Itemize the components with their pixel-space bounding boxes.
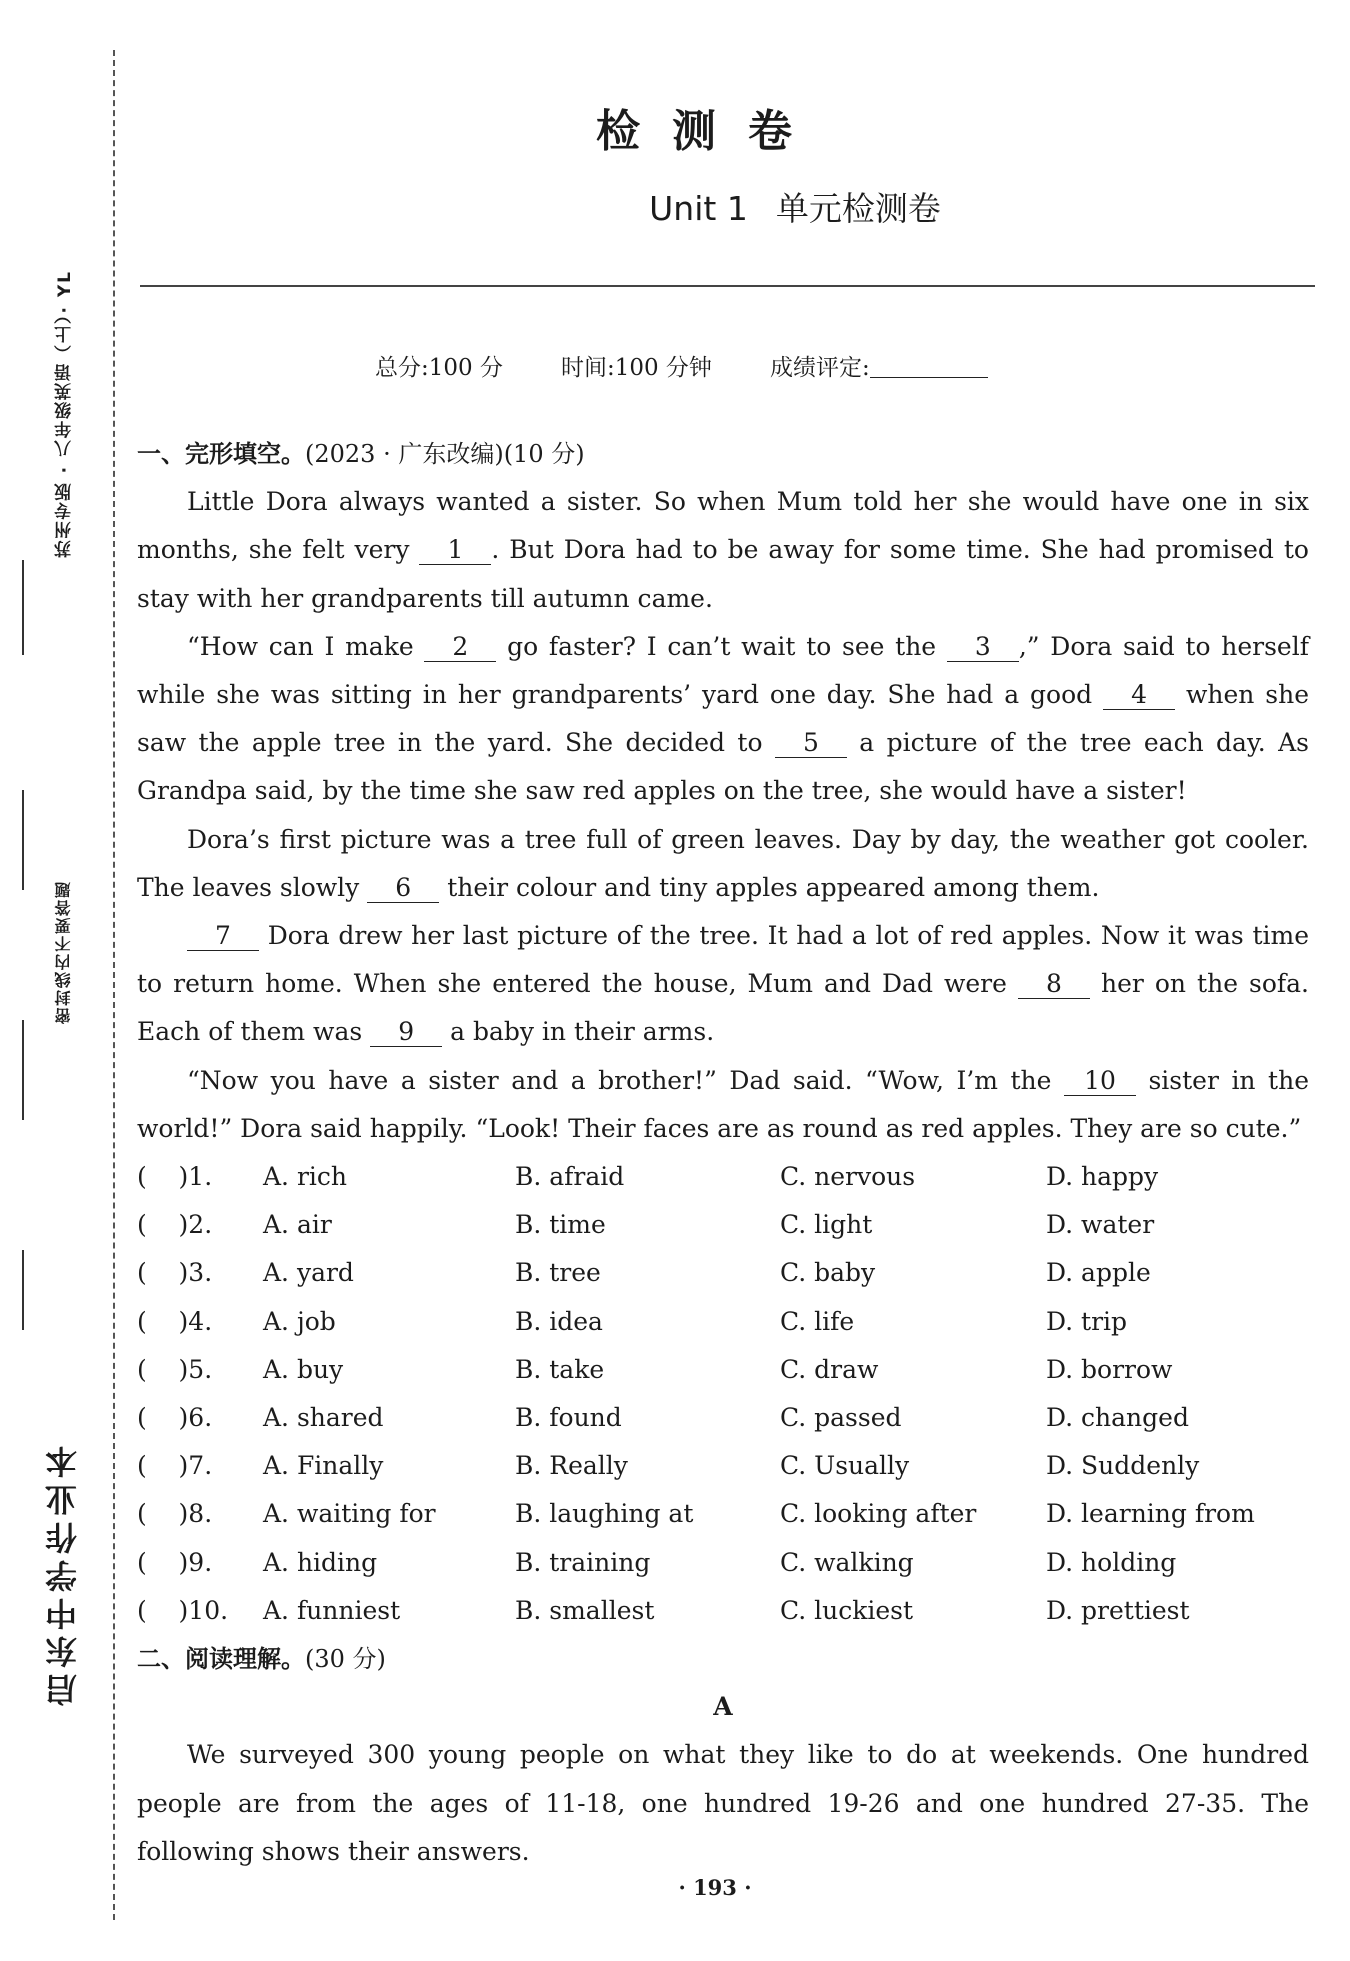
option-a[interactable]: A. funniest [263, 1595, 401, 1625]
question-number[interactable]: ( )2. [137, 1210, 213, 1240]
option-a[interactable]: A. Finally [263, 1451, 384, 1481]
unit-label: Unit 1 [649, 189, 748, 228]
passage-paragraph [137, 816, 1309, 912]
question-row [137, 1394, 1309, 1442]
passage-text: a baby in their arms. [442, 1017, 715, 1047]
grade-blank[interactable] [870, 377, 988, 378]
score-line [375, 349, 988, 382]
margin-rule-low [22, 1020, 24, 1120]
option-a[interactable]: A. job [263, 1306, 336, 1336]
section-cloze-meta: (2023 · 广东改编)(10 分) [305, 440, 585, 468]
option-a[interactable]: A. waiting for [263, 1499, 436, 1529]
section-reading-heading: 二、阅读理解。 [137, 1644, 305, 1673]
question-row [137, 1153, 1309, 1201]
seal-line-text: 密封线内不要答题 [54, 880, 73, 1024]
passage-paragraph [137, 1057, 1309, 1153]
option-d[interactable]: D. prettiest [1046, 1595, 1190, 1625]
blank-4[interactable]: 4 [1103, 681, 1175, 710]
option-d[interactable]: D. happy [1046, 1162, 1159, 1192]
question-row [137, 1298, 1309, 1346]
option-d[interactable]: D. holding [1046, 1547, 1177, 1577]
passage-text: . But Dora had to be away for some time. She had promised to stay with her grandparents till autumn came. [137, 535, 1309, 613]
blank-6[interactable]: 6 [367, 874, 439, 903]
question-row [137, 1346, 1309, 1394]
option-b[interactable]: B. take [515, 1354, 605, 1384]
time-limit: 时间:100 分钟 [560, 355, 712, 381]
option-c[interactable]: C. light [780, 1210, 873, 1240]
option-d[interactable]: D. apple [1046, 1258, 1151, 1288]
question-row [137, 1442, 1309, 1490]
total-score: 总分:100 分 [375, 355, 503, 381]
page-number: · 193 · [678, 1875, 752, 1900]
section-reading-title [137, 1635, 1309, 1683]
blank-3[interactable]: 3 [947, 633, 1019, 662]
option-a[interactable]: A. yard [263, 1258, 354, 1288]
option-d[interactable]: D. learning from [1046, 1499, 1255, 1529]
option-b[interactable]: B. smallest [515, 1595, 655, 1625]
unit-test-label: 单元检测卷 [775, 189, 941, 228]
blank-9[interactable]: 9 [370, 1018, 442, 1047]
option-c[interactable]: C. walking [780, 1547, 914, 1577]
option-d[interactable]: D. trip [1046, 1306, 1128, 1336]
question-number[interactable]: ( )8. [137, 1499, 213, 1529]
option-a[interactable]: A. shared [263, 1402, 384, 1432]
option-d[interactable]: D. water [1046, 1210, 1155, 1240]
option-c[interactable]: C. baby [780, 1258, 876, 1288]
question-number[interactable]: ( )3. [137, 1258, 213, 1288]
option-b[interactable]: B. Really [515, 1451, 628, 1481]
passage-text: when she saw the apple tree in the yard. She decided to [137, 680, 1309, 758]
option-b[interactable]: B. afraid [515, 1162, 625, 1192]
book-caption: 苏州专版 · 八年级英语（上）· YL [55, 270, 75, 558]
question-number[interactable]: ( )4. [137, 1306, 213, 1336]
question-row [137, 1490, 1309, 1538]
option-c[interactable]: C. life [780, 1306, 855, 1336]
passage-text: Dora drew her last picture of the tree. It had a lot of red apples. Now it was time to return home. When she entered the house, Mum and Dad were [137, 921, 1309, 999]
option-c[interactable]: C. nervous [780, 1162, 916, 1192]
option-b[interactable]: B. tree [515, 1258, 601, 1288]
margin-rule-top [22, 560, 24, 655]
section-reading-meta: (30 分) [305, 1644, 386, 1673]
question-row [137, 1587, 1309, 1635]
passage-text: Dora’s first picture was a tree full of green leaves. Day by day, the weather got cooler. The leaves slowly [137, 824, 1309, 902]
option-c[interactable]: C. looking after [780, 1499, 977, 1529]
margin-rule-bottom [22, 1250, 24, 1330]
unit-title [0, 183, 1350, 230]
option-a[interactable]: A. rich [263, 1162, 347, 1192]
passage-text: go faster? I can’t wait to see the [496, 631, 947, 661]
passage-text: “How can I make [187, 631, 425, 661]
passage-text: Little Dora always wanted a sister. So when Mum told her she would have one in six months, she felt very [137, 487, 1309, 565]
passage-paragraph [137, 623, 1309, 816]
margin-rule-mid [22, 790, 24, 890]
option-c[interactable]: C. passed [780, 1402, 902, 1432]
question-number[interactable]: ( )6. [137, 1402, 213, 1432]
cloze-options [137, 1153, 1309, 1635]
blank-8[interactable]: 8 [1018, 970, 1090, 999]
grade-label: 成绩评定: [769, 355, 870, 381]
option-a[interactable]: A. hiding [263, 1547, 378, 1577]
blank-10[interactable]: 10 [1064, 1067, 1136, 1096]
question-number[interactable]: ( )7. [137, 1451, 213, 1481]
option-a[interactable]: A. buy [263, 1354, 344, 1384]
option-d[interactable]: D. borrow [1046, 1354, 1173, 1384]
option-c[interactable]: C. luckiest [780, 1595, 914, 1625]
option-d[interactable]: D. Suddenly [1046, 1451, 1200, 1481]
question-row [137, 1249, 1309, 1297]
school-name: 启东中学作业本 [44, 1440, 82, 1706]
option-b[interactable]: B. training [515, 1547, 651, 1577]
option-d[interactable]: D. changed [1046, 1402, 1189, 1432]
option-c[interactable]: C. draw [780, 1354, 879, 1384]
cloze-passage [137, 478, 1309, 1153]
section-cloze-heading: 一、完形填空。 [137, 440, 305, 468]
question-number[interactable]: ( )10. [137, 1595, 229, 1625]
passage-text: “Now you have a sister and a brother!” Dad said. “Wow, I’m the [187, 1065, 1064, 1095]
passage-text: ,” Dora said to herself while she was sitting in her grandparents’ yard one day. She had a good [137, 631, 1309, 710]
blank-1[interactable]: 1 [419, 536, 491, 565]
passage-paragraph [137, 478, 1309, 623]
passage-letter: A [713, 1692, 733, 1722]
reading-passage: We surveyed 300 young people on what they like to do at weekends. One hundred people are from the ages of 11-18, one hundred 19-26 and one hundred 27-35. The following shows their answers. [137, 1740, 1309, 1866]
option-c[interactable]: C. Usually [780, 1451, 910, 1481]
option-a[interactable]: A. air [263, 1210, 332, 1240]
blank-5[interactable]: 5 [775, 729, 847, 758]
question-row [137, 1539, 1309, 1587]
page-title: 检测卷 [596, 106, 824, 157]
question-number[interactable]: ( )9. [137, 1547, 213, 1577]
option-b[interactable]: B. idea [515, 1306, 603, 1336]
blank-7[interactable]: 7 [187, 922, 259, 951]
passage-text: sister in the world!” Dora said happily. “Look! Their faces are as round as red apples. They are so cute.” [137, 1065, 1309, 1143]
exam-content [137, 430, 1309, 1876]
passage-text: her on the sofa. Each of them was [137, 969, 1310, 1047]
question-number[interactable]: ( )5. [137, 1354, 213, 1384]
option-b[interactable]: B. found [515, 1402, 622, 1432]
seal-dashed-line [113, 50, 115, 1920]
option-b[interactable]: B. time [515, 1210, 606, 1240]
header-divider [140, 285, 1315, 287]
option-b[interactable]: B. laughing at [515, 1499, 694, 1529]
section-cloze-title [137, 430, 1309, 478]
question-row [137, 1201, 1309, 1249]
blank-2[interactable]: 2 [424, 633, 496, 662]
passage-paragraph [137, 912, 1309, 1057]
question-number[interactable]: ( )1. [137, 1162, 213, 1192]
passage-text: their colour and tiny apples appeared among them. [439, 872, 1100, 902]
passage-text: a picture of the tree each day. As Grandpa said, by the time she saw red apples on the tree, she would have a sister! [137, 728, 1309, 806]
